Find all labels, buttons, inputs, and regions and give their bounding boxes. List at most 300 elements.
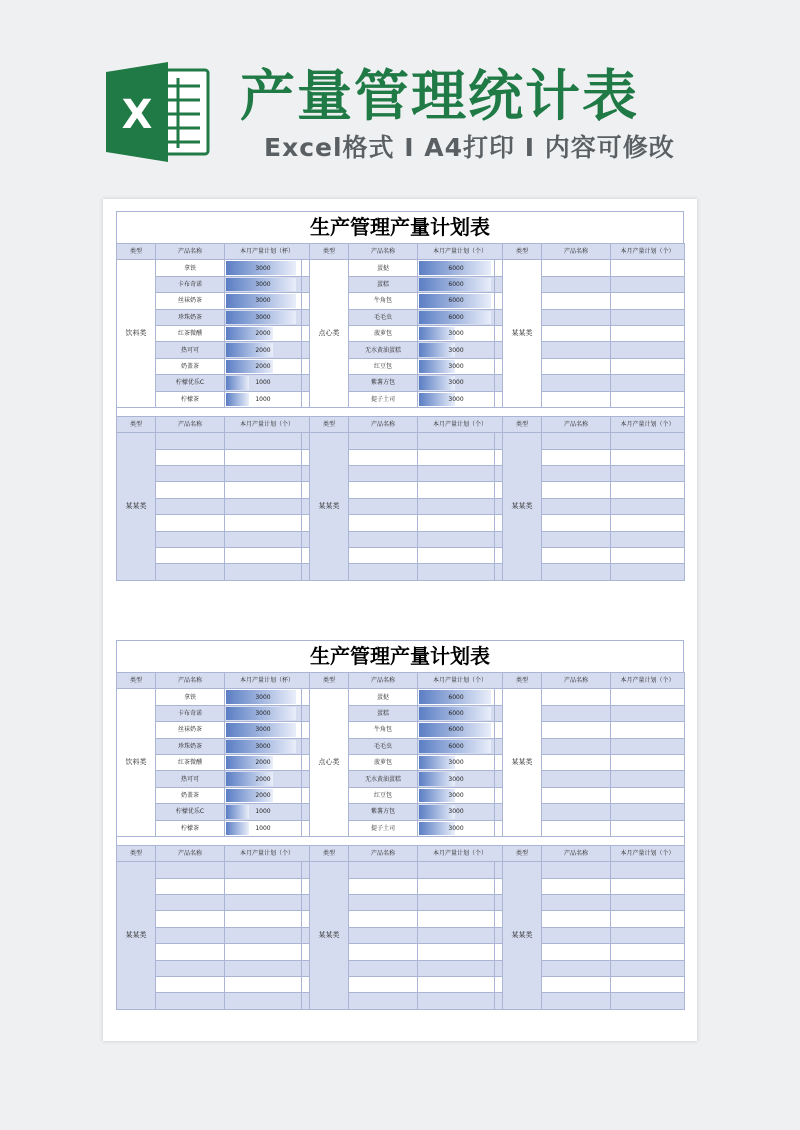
plan-value-cell[interactable] — [418, 787, 495, 803]
empty-cell[interactable] — [611, 433, 685, 449]
category-cell: 某某类 — [503, 260, 542, 408]
empty-cell[interactable] — [349, 993, 418, 1009]
empty-cell[interactable] — [611, 564, 685, 580]
product-name-cell[interactable]: 丝袜奶茶 — [156, 293, 225, 309]
empty-cell[interactable] — [349, 927, 418, 943]
empty-cell[interactable] — [156, 993, 225, 1009]
empty-cell[interactable] — [542, 375, 611, 391]
empty-cell[interactable] — [611, 358, 685, 374]
empty-cell[interactable] — [611, 977, 685, 993]
plan-value: 6000 — [448, 742, 464, 750]
product-name-cell[interactable]: 柠檬优乐C — [156, 804, 225, 820]
plan-value-cell[interactable] — [418, 375, 495, 391]
empty-cell[interactable] — [418, 515, 495, 531]
plan-value: 2000 — [255, 759, 271, 767]
spacer-cell — [495, 927, 503, 943]
empty-cell[interactable] — [349, 466, 418, 482]
plan-table — [116, 672, 685, 1010]
spacer-cell — [495, 309, 503, 325]
empty-cell[interactable] — [225, 862, 302, 878]
plan-value-cell[interactable] — [225, 705, 302, 721]
empty-cell[interactable] — [611, 993, 685, 1009]
empty-cell[interactable] — [418, 895, 495, 911]
plan-value-cell[interactable] — [418, 358, 495, 374]
empty-cell[interactable] — [156, 862, 225, 878]
empty-cell[interactable] — [225, 531, 302, 547]
empty-cell[interactable] — [418, 944, 495, 960]
column-header: 产品名称 — [156, 244, 225, 260]
empty-cell[interactable] — [418, 977, 495, 993]
empty-cell[interactable] — [225, 433, 302, 449]
svg-text:X: X — [121, 92, 153, 138]
empty-cell[interactable] — [611, 804, 685, 820]
empty-cell[interactable] — [611, 276, 685, 292]
empty-cell[interactable] — [542, 391, 611, 407]
empty-cell[interactable] — [542, 722, 611, 738]
table-row — [117, 276, 685, 292]
empty-cell[interactable] — [349, 449, 418, 465]
empty-cell[interactable] — [611, 927, 685, 943]
table-row — [117, 391, 685, 407]
column-header: 类型 — [310, 673, 349, 689]
plan-value: 1000 — [255, 824, 271, 832]
empty-cell[interactable] — [156, 433, 225, 449]
empty-cell[interactable] — [542, 960, 611, 976]
page-subtitle: Excel格式 I A4打印 I 内容可修改 — [264, 133, 675, 162]
product-name-cell[interactable]: 紫薯方包 — [349, 375, 418, 391]
spacer-cell — [495, 804, 503, 820]
empty-cell[interactable] — [611, 449, 685, 465]
product-name-cell[interactable]: 卡布奇诺 — [156, 705, 225, 721]
empty-cell[interactable] — [542, 820, 611, 836]
empty-cell[interactable] — [611, 722, 685, 738]
empty-cell[interactable] — [156, 960, 225, 976]
column-header: 类型 — [117, 673, 156, 689]
empty-cell[interactable] — [542, 482, 611, 498]
spacer-cell — [495, 895, 503, 911]
empty-cell[interactable] — [542, 293, 611, 309]
column-header: 本月产量计划（个） — [418, 244, 503, 260]
empty-cell[interactable] — [542, 276, 611, 292]
empty-cell[interactable] — [611, 466, 685, 482]
empty-cell[interactable] — [542, 498, 611, 514]
column-header: 本月产量计划（个） — [611, 416, 685, 432]
empty-cell[interactable] — [542, 927, 611, 943]
empty-cell[interactable] — [225, 878, 302, 894]
plan-value-cell[interactable] — [225, 689, 302, 705]
product-name-cell[interactable]: 拿铁 — [156, 689, 225, 705]
plan-value-cell[interactable] — [225, 754, 302, 770]
spacer-cell — [495, 358, 503, 374]
spacer-cell — [495, 960, 503, 976]
empty-cell[interactable] — [349, 564, 418, 580]
column-header: 产品名称 — [156, 416, 225, 432]
empty-cell[interactable] — [349, 482, 418, 498]
empty-cell[interactable] — [542, 433, 611, 449]
empty-cell[interactable] — [156, 449, 225, 465]
plan-value-cell[interactable] — [225, 325, 302, 341]
empty-cell[interactable] — [418, 878, 495, 894]
product-name-cell[interactable]: 红豆包 — [349, 787, 418, 803]
empty-cell[interactable] — [225, 515, 302, 531]
empty-cell[interactable] — [349, 498, 418, 514]
empty-cell[interactable] — [542, 342, 611, 358]
empty-cell[interactable] — [156, 466, 225, 482]
product-name-cell[interactable]: 牛角包 — [349, 293, 418, 309]
plan-value-cell[interactable] — [418, 689, 495, 705]
empty-cell[interactable] — [611, 531, 685, 547]
empty-cell[interactable] — [156, 927, 225, 943]
sheet-title: 生产管理产量计划表 — [116, 211, 684, 243]
column-header: 类型 — [503, 244, 542, 260]
plan-value-cell[interactable] — [418, 722, 495, 738]
plan-value: 3000 — [255, 280, 271, 288]
empty-cell[interactable] — [349, 862, 418, 878]
plan-value: 3000 — [255, 313, 271, 321]
empty-cell[interactable] — [349, 433, 418, 449]
empty-cell[interactable] — [418, 911, 495, 927]
empty-cell[interactable] — [418, 498, 495, 514]
empty-cell[interactable] — [542, 754, 611, 770]
plan-value-cell[interactable] — [225, 771, 302, 787]
empty-cell[interactable] — [156, 482, 225, 498]
table-row — [117, 787, 685, 803]
product-name-cell[interactable]: 柠檬茶 — [156, 391, 225, 407]
plan-value: 3000 — [255, 742, 271, 750]
product-name-cell[interactable]: 毛毛虫 — [349, 309, 418, 325]
plan-value: 6000 — [448, 264, 464, 272]
empty-cell[interactable] — [542, 515, 611, 531]
plan-value: 3000 — [448, 824, 464, 832]
product-name-cell[interactable]: 蛋糕 — [349, 705, 418, 721]
plan-value-cell[interactable] — [418, 705, 495, 721]
empty-cell[interactable] — [349, 548, 418, 564]
data-bar — [226, 393, 249, 406]
empty-cell[interactable] — [542, 787, 611, 803]
empty-cell[interactable] — [611, 738, 685, 754]
empty-cell[interactable] — [611, 895, 685, 911]
plan-value-cell[interactable] — [225, 309, 302, 325]
plan-value-cell[interactable] — [418, 260, 495, 276]
product-name-cell[interactable]: 丝袜奶茶 — [156, 722, 225, 738]
empty-cell[interactable] — [418, 993, 495, 1009]
product-name-cell[interactable]: 蛋挞 — [349, 689, 418, 705]
empty-cell[interactable] — [418, 927, 495, 943]
column-header: 产品名称 — [542, 244, 611, 260]
gap-row — [117, 407, 685, 416]
empty-cell[interactable] — [542, 689, 611, 705]
product-name-cell[interactable]: 奶盖茶 — [156, 787, 225, 803]
product-name-cell[interactable]: 卡布奇诺 — [156, 276, 225, 292]
product-name-cell[interactable]: 热可可 — [156, 342, 225, 358]
spacer-cell — [302, 944, 310, 960]
plan-value-cell[interactable] — [418, 820, 495, 836]
column-header: 产品名称 — [349, 244, 418, 260]
empty-cell[interactable] — [156, 878, 225, 894]
empty-cell[interactable] — [349, 878, 418, 894]
empty-cell[interactable] — [349, 944, 418, 960]
plan-value-cell[interactable] — [225, 738, 302, 754]
plan-value-cell[interactable] — [225, 342, 302, 358]
empty-cell[interactable] — [542, 325, 611, 341]
empty-cell[interactable] — [611, 515, 685, 531]
empty-cell[interactable] — [611, 391, 685, 407]
spacer-cell — [302, 358, 310, 374]
product-name-cell[interactable]: 提子土司 — [349, 391, 418, 407]
empty-cell[interactable] — [225, 895, 302, 911]
empty-cell[interactable] — [418, 960, 495, 976]
spacer-cell — [495, 689, 503, 705]
empty-cell[interactable] — [418, 862, 495, 878]
spacer-cell — [495, 433, 503, 449]
empty-cell[interactable] — [542, 466, 611, 482]
empty-cell[interactable] — [542, 738, 611, 754]
empty-cell[interactable] — [542, 309, 611, 325]
spacer-cell — [302, 878, 310, 894]
table-row — [117, 342, 685, 358]
empty-cell[interactable] — [418, 548, 495, 564]
product-name-cell[interactable]: 蛋糕 — [349, 276, 418, 292]
empty-cell[interactable] — [611, 548, 685, 564]
plan-value-cell[interactable] — [418, 738, 495, 754]
empty-cell[interactable] — [225, 466, 302, 482]
empty-cell[interactable] — [156, 531, 225, 547]
empty-cell[interactable] — [542, 977, 611, 993]
empty-cell[interactable] — [542, 260, 611, 276]
empty-cell[interactable] — [225, 548, 302, 564]
table-row — [117, 466, 685, 482]
category-cell: 某某类 — [310, 433, 349, 581]
table-row — [117, 689, 685, 705]
empty-cell[interactable] — [542, 895, 611, 911]
empty-cell[interactable] — [611, 878, 685, 894]
empty-cell[interactable] — [542, 564, 611, 580]
table-row — [117, 309, 685, 325]
empty-cell[interactable] — [611, 325, 685, 341]
spacer-cell — [302, 738, 310, 754]
product-name-cell[interactable]: 柠檬茶 — [156, 820, 225, 836]
category-cell: 某某类 — [503, 689, 542, 837]
column-header: 类型 — [310, 845, 349, 861]
empty-cell[interactable] — [156, 911, 225, 927]
empty-cell[interactable] — [156, 515, 225, 531]
empty-cell[interactable] — [542, 548, 611, 564]
plan-value-cell[interactable] — [225, 276, 302, 292]
empty-cell[interactable] — [418, 433, 495, 449]
spacer-cell — [495, 375, 503, 391]
empty-cell[interactable] — [542, 878, 611, 894]
plan-value-cell[interactable] — [225, 293, 302, 309]
empty-cell[interactable] — [611, 944, 685, 960]
empty-cell[interactable] — [418, 466, 495, 482]
empty-cell[interactable] — [611, 293, 685, 309]
plan-value-cell[interactable] — [418, 804, 495, 820]
spacer-cell — [495, 515, 503, 531]
plan-value-cell[interactable] — [225, 391, 302, 407]
product-name-cell[interactable]: 珍珠奶茶 — [156, 738, 225, 754]
empty-cell[interactable] — [225, 977, 302, 993]
empty-cell[interactable] — [542, 993, 611, 1009]
empty-cell[interactable] — [418, 564, 495, 580]
spacer-cell — [495, 738, 503, 754]
column-header: 类型 — [310, 244, 349, 260]
empty-cell[interactable] — [349, 977, 418, 993]
empty-cell[interactable] — [542, 449, 611, 465]
empty-cell[interactable] — [156, 548, 225, 564]
empty-cell[interactable] — [611, 820, 685, 836]
spacer-cell — [302, 804, 310, 820]
empty-cell[interactable] — [542, 771, 611, 787]
empty-cell[interactable] — [349, 515, 418, 531]
empty-cell[interactable] — [225, 927, 302, 943]
spacer-cell — [302, 531, 310, 547]
empty-cell[interactable] — [418, 449, 495, 465]
product-name-cell[interactable]: 提子土司 — [349, 820, 418, 836]
table-row — [117, 862, 685, 878]
empty-cell[interactable] — [542, 531, 611, 547]
plan-value-cell[interactable] — [418, 276, 495, 292]
empty-cell[interactable] — [611, 771, 685, 787]
empty-cell[interactable] — [225, 911, 302, 927]
empty-cell[interactable] — [611, 862, 685, 878]
plan-value: 3000 — [255, 264, 271, 272]
table-row — [117, 325, 685, 341]
empty-cell[interactable] — [349, 960, 418, 976]
product-name-cell[interactable]: 红茶微醺 — [156, 325, 225, 341]
table-row — [117, 960, 685, 976]
table-row — [117, 515, 685, 531]
empty-cell[interactable] — [156, 977, 225, 993]
spacer-cell — [495, 449, 503, 465]
empty-cell[interactable] — [611, 498, 685, 514]
empty-cell[interactable] — [225, 944, 302, 960]
empty-cell[interactable] — [418, 531, 495, 547]
plan-value: 1000 — [255, 395, 271, 403]
plan-value-cell[interactable] — [418, 391, 495, 407]
empty-cell[interactable] — [156, 564, 225, 580]
empty-cell[interactable] — [611, 309, 685, 325]
plan-value-cell[interactable] — [418, 754, 495, 770]
plan-value-cell[interactable] — [225, 260, 302, 276]
empty-cell[interactable] — [542, 944, 611, 960]
sheet-title: 生产管理产量计划表 — [116, 640, 684, 672]
empty-cell[interactable] — [225, 449, 302, 465]
spacer-cell — [302, 722, 310, 738]
empty-cell[interactable] — [611, 260, 685, 276]
spacer-cell — [495, 325, 503, 341]
column-header: 类型 — [503, 416, 542, 432]
empty-cell[interactable] — [225, 960, 302, 976]
spacer-cell — [302, 977, 310, 993]
spacer-cell — [302, 449, 310, 465]
empty-cell[interactable] — [225, 482, 302, 498]
product-name-cell[interactable]: 菠萝包 — [349, 325, 418, 341]
empty-cell[interactable] — [156, 498, 225, 514]
empty-cell[interactable] — [542, 358, 611, 374]
plan-value-cell[interactable] — [418, 771, 495, 787]
product-name-cell[interactable]: 柠檬优乐C — [156, 375, 225, 391]
empty-cell[interactable] — [349, 531, 418, 547]
product-name-cell[interactable]: 拿铁 — [156, 260, 225, 276]
empty-cell[interactable] — [542, 862, 611, 878]
spacer-cell — [302, 895, 310, 911]
column-header: 本月产量计划（杯） — [225, 244, 310, 260]
plan-value-cell[interactable] — [225, 787, 302, 803]
product-name-cell[interactable]: 牛角包 — [349, 722, 418, 738]
spacer-cell — [302, 325, 310, 341]
plan-value-cell[interactable] — [225, 804, 302, 820]
empty-cell[interactable] — [225, 993, 302, 1009]
plan-value: 6000 — [448, 297, 464, 305]
plan-value-cell[interactable] — [418, 309, 495, 325]
table-row — [117, 820, 685, 836]
page-header — [0, 0, 800, 180]
plan-value-cell[interactable] — [225, 820, 302, 836]
empty-cell[interactable] — [225, 498, 302, 514]
empty-cell[interactable] — [611, 375, 685, 391]
plan-value-cell[interactable] — [418, 325, 495, 341]
product-name-cell[interactable]: 热可可 — [156, 771, 225, 787]
product-name-cell[interactable]: 无水黄油蛋糕 — [349, 342, 418, 358]
plan-value: 3000 — [255, 726, 271, 734]
spacer-cell — [302, 498, 310, 514]
empty-cell[interactable] — [542, 804, 611, 820]
product-name-cell[interactable]: 奶盖茶 — [156, 358, 225, 374]
empty-cell[interactable] — [611, 754, 685, 770]
product-name-cell[interactable]: 红豆包 — [349, 358, 418, 374]
plan-value-cell[interactable] — [418, 342, 495, 358]
category-cell: 点心类 — [310, 260, 349, 408]
product-name-cell[interactable]: 紫薯方包 — [349, 804, 418, 820]
plan-value-cell[interactable] — [225, 722, 302, 738]
column-header: 本月产量计划（个） — [418, 673, 503, 689]
empty-cell[interactable] — [611, 482, 685, 498]
empty-cell[interactable] — [611, 705, 685, 721]
spacer-cell — [302, 515, 310, 531]
product-name-cell[interactable]: 菠萝包 — [349, 754, 418, 770]
product-name-cell[interactable]: 无水黄油蛋糕 — [349, 771, 418, 787]
empty-cell[interactable] — [156, 944, 225, 960]
empty-cell[interactable] — [611, 911, 685, 927]
table-row — [117, 531, 685, 547]
spacer-cell — [495, 944, 503, 960]
plan-value: 3000 — [448, 808, 464, 816]
empty-cell[interactable] — [156, 895, 225, 911]
plan-value-cell[interactable] — [225, 375, 302, 391]
empty-cell[interactable] — [225, 564, 302, 580]
empty-cell[interactable] — [611, 787, 685, 803]
product-name-cell[interactable]: 毛毛虫 — [349, 738, 418, 754]
product-name-cell[interactable]: 红茶微醺 — [156, 754, 225, 770]
empty-cell[interactable] — [542, 705, 611, 721]
spacer-cell — [302, 862, 310, 878]
empty-cell[interactable] — [542, 911, 611, 927]
product-name-cell[interactable]: 珍珠奶茶 — [156, 309, 225, 325]
column-header: 本月产量计划（个） — [225, 845, 310, 861]
plan-value-cell[interactable] — [418, 293, 495, 309]
column-header: 本月产量计划（个） — [611, 673, 685, 689]
empty-cell[interactable] — [611, 960, 685, 976]
plan-value-cell[interactable] — [225, 358, 302, 374]
empty-cell[interactable] — [418, 482, 495, 498]
product-name-cell[interactable]: 蛋挞 — [349, 260, 418, 276]
empty-cell[interactable] — [349, 911, 418, 927]
category-cell: 饮料类 — [117, 689, 156, 837]
empty-cell[interactable] — [611, 689, 685, 705]
empty-cell[interactable] — [611, 342, 685, 358]
spacer-cell — [302, 466, 310, 482]
empty-cell[interactable] — [349, 895, 418, 911]
